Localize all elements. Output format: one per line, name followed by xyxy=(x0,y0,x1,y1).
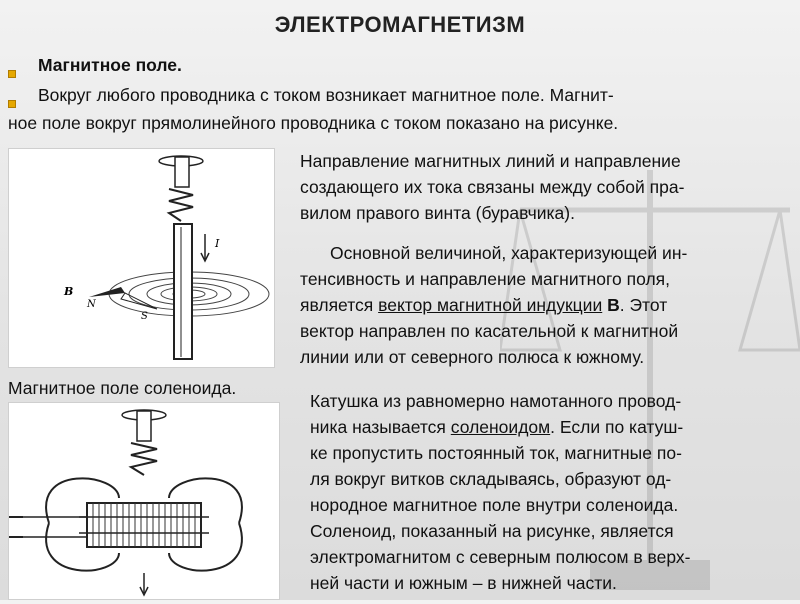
induction-paragraph-line3 xyxy=(300,292,667,318)
straight-conductor-drawing xyxy=(9,149,274,367)
straight-conductor-figure xyxy=(8,148,275,368)
solenoid-paragraph-line5: нородное магнитное поле внутри соленоида. xyxy=(310,495,679,515)
solenoid-figure xyxy=(8,402,280,600)
induction-line3-pre: является xyxy=(300,295,379,315)
solenoid-paragraph-line6: Соленоид, показанный на рисунке, является xyxy=(310,521,674,541)
rule-paragraph-line3: вилом правого винта (буравчика). xyxy=(300,203,575,223)
page-title: ЭЛЕКТРОМАГНЕТИЗМ xyxy=(274,12,526,37)
bullet-1-text: Магнитное поле. xyxy=(38,55,182,75)
induction-line3-post: . Этот xyxy=(619,295,668,315)
induction-paragraph-line4: вектор направлен по касательной к магнитной xyxy=(300,321,679,341)
solenoid-paragraph-line4: ля вокруг витков складываясь, образуют од- xyxy=(310,469,672,489)
solenoid-term: соленоидом xyxy=(450,417,551,437)
bullet-2-line1: Вокруг любого проводника с током возникает магнитное поле. Магнит- xyxy=(38,85,614,105)
north-label: N xyxy=(87,299,96,310)
solenoid-paragraph-line8: ней части и южным – в нижней части. xyxy=(310,573,617,593)
south-label: S xyxy=(141,311,148,322)
solenoid-paragraph-line1: Катушка из равномерно намотанного провод- xyxy=(310,391,682,411)
field-label-b: B xyxy=(64,285,74,298)
solenoid-paragraph-line7: электромагнитом с северным полюсом в верх- xyxy=(310,547,691,567)
bullet-2-line2: ное поле вокруг прямолинейного проводника с током показано на рисунке. xyxy=(8,113,619,133)
rule-paragraph-line1: Направление магнитных линий и направление xyxy=(300,151,681,171)
bullet-icon xyxy=(8,100,16,108)
rule-paragraph-line2: создающего их тока связаны между собой пра- xyxy=(300,177,685,197)
solenoid-line2-post: . Если по катуш- xyxy=(550,417,684,437)
bullet-icon xyxy=(8,70,16,78)
solenoid-caption: Магнитное поле соленоида. xyxy=(8,378,237,398)
induction-paragraph-line2: тенсивность и направление магнитного поля, xyxy=(300,269,670,289)
current-label: I xyxy=(215,237,220,250)
solenoid-paragraph-line3: ке пропустить постоянный ток, магнитные по- xyxy=(310,443,682,463)
induction-vector-term: вектор магнитной индукции xyxy=(378,295,603,315)
solenoid-drawing xyxy=(9,403,279,599)
induction-symbol: B xyxy=(602,295,620,315)
solenoid-line2-pre: ника называется xyxy=(310,417,451,437)
solenoid-paragraph-line2 xyxy=(310,414,683,440)
induction-paragraph-line1: Основной величиной, характеризующей ин- xyxy=(330,243,688,263)
induction-paragraph-line5: линии или от северного полюса к южному. xyxy=(300,347,645,367)
